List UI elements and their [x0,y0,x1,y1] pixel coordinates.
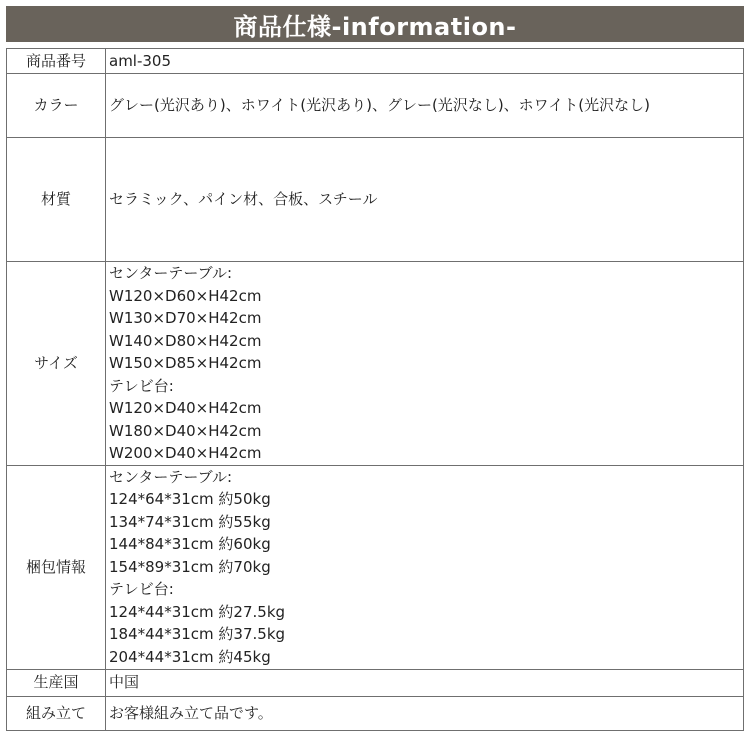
spec-value-line: 154*89*31cm 約70kg [109,557,271,576]
spec-value-line: グレー(光沢あり)、ホワイト(光沢あり)、グレー(光沢なし)、ホワイト(光沢なし) [109,96,650,115]
spec-value-package [106,465,744,669]
spec-row-package [7,465,744,669]
spec-value-line: 124*44*31cm 約27.5kg [109,602,286,621]
spec-value-line: W200×D40×H42cm [109,444,262,462]
spec-row-material [7,138,744,262]
spec-row-product-number [7,49,744,74]
spec-label-size: サイズ [7,262,106,466]
spec-label-assembly: 組み立て [7,696,106,730]
spec-value-origin [106,669,744,696]
spec-value-line: 184*44*31cm 約37.5kg [109,625,286,644]
spec-value-line: W180×D40×H42cm [109,421,262,440]
spec-value-line: W120×D40×H42cm [109,399,262,417]
spec-value-size [106,262,744,466]
spec-value-line: 144*84*31cm 約60kg [109,535,271,554]
title-banner [6,6,744,42]
spec-row-color [7,74,744,138]
spec-value-line: センターテーブル: [109,467,233,486]
spec-value-line: W120×D60×H42cm [109,286,262,305]
spec-value-line: お客様組み立て品です。 [109,703,273,722]
spec-value-line: aml-305 [109,51,172,70]
spec-value-line: テレビ台: [109,580,174,599]
spec-value-color [106,74,744,138]
spec-label-package: 梱包情報 [7,465,106,669]
spec-value-line: 124*64*31cm 約50kg [109,490,271,509]
spec-value-line: 204*44*31cm 約45kg [109,647,271,666]
spec-table [6,48,744,731]
spec-value-line: W150×D85×H42cm [109,354,262,372]
spec-row-assembly [7,696,744,730]
spec-value-line: W130×D70×H42cm [109,309,262,327]
spec-value-line: 134*74*31cm 約55kg [109,512,271,531]
spec-value-line: 中国 [109,673,140,692]
spec-value-material [106,138,744,262]
spec-value-product-number [106,49,744,74]
spec-value-line: センターテーブル: [109,264,233,282]
spec-row-size [7,262,744,466]
spec-value-assembly [106,696,744,730]
spec-value-line: テレビ台: [109,376,174,395]
spec-row-origin [7,669,744,696]
page-title: 商品仕様-information- [233,12,517,41]
spec-label-color: カラー [7,74,106,138]
spec-value-line: セラミック、パイン材、合板、スチール [109,190,378,209]
spec-sheet [6,6,744,731]
spec-value-line: W140×D80×H42cm [109,331,262,350]
spec-label-origin: 生産国 [7,669,106,696]
spec-label-product-number: 商品番号 [7,49,106,74]
spec-label-material: 材質 [7,138,106,262]
